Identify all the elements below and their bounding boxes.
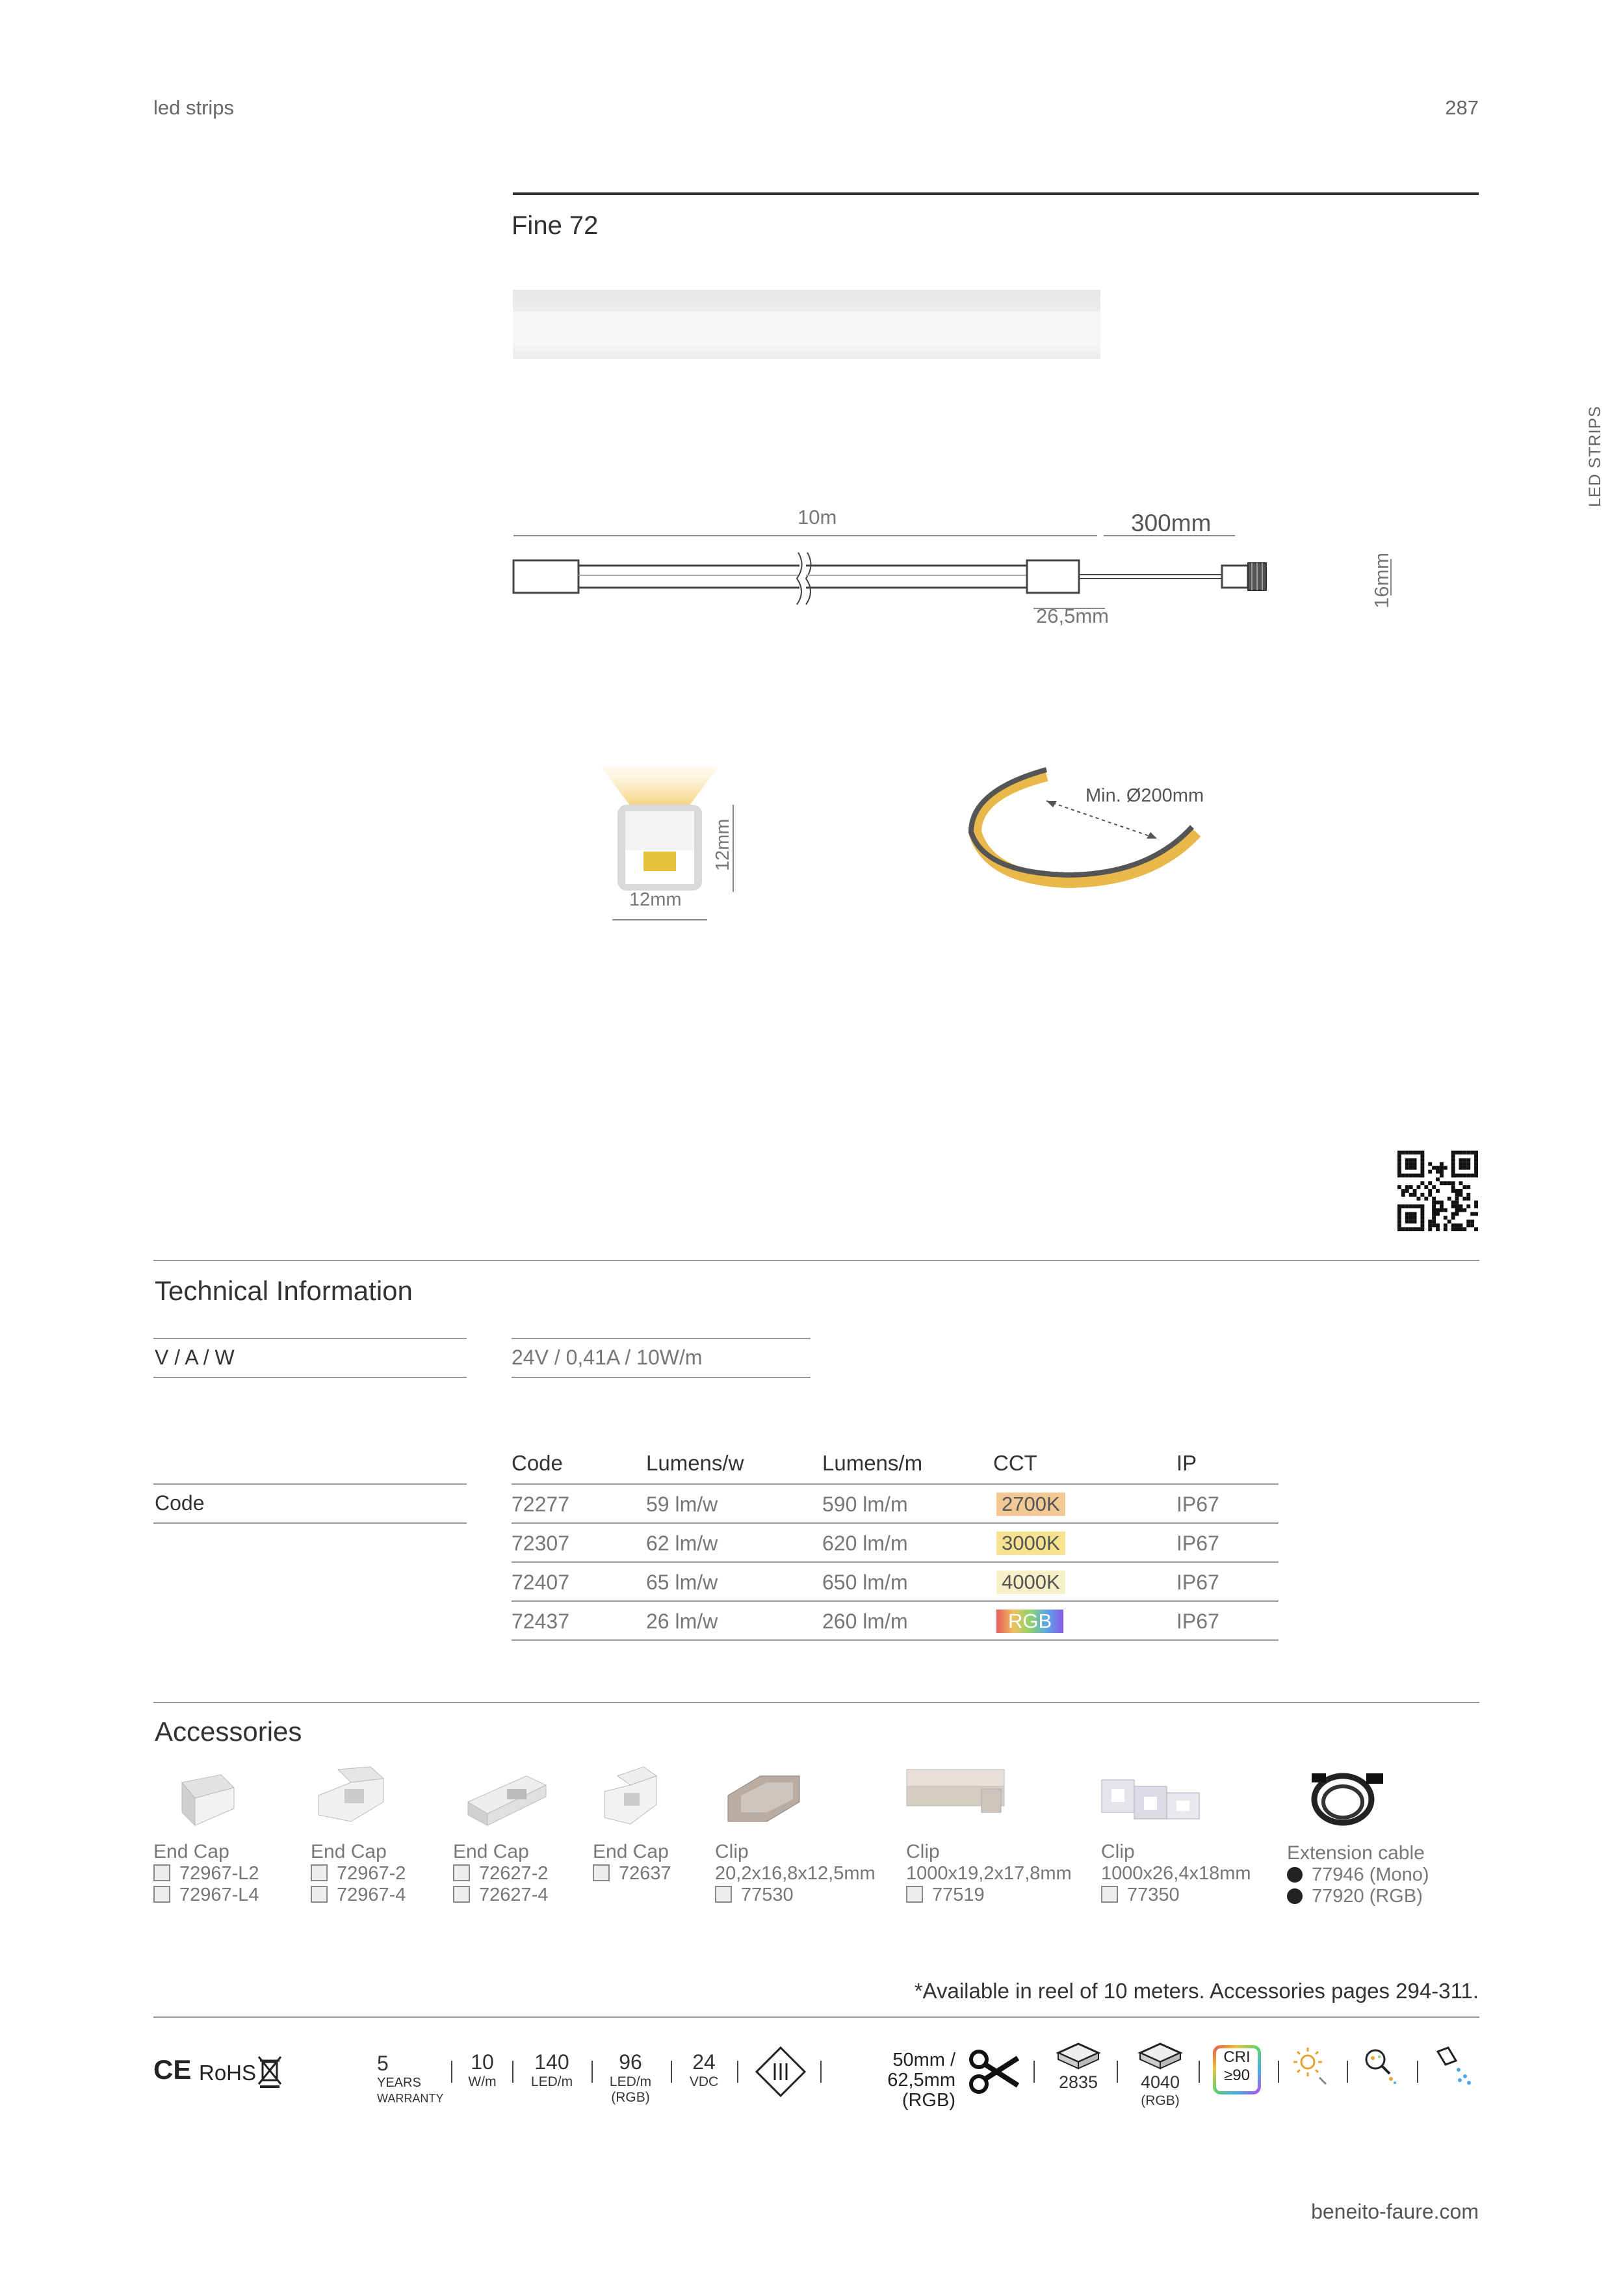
strip-photo <box>513 290 1100 359</box>
checkbox-icon[interactable] <box>453 1886 470 1903</box>
divider <box>1347 2061 1348 2083</box>
cct-badge-4000k: 4000K <box>996 1571 1065 1594</box>
accessory-item[interactable] <box>906 1841 1072 1906</box>
side-tab: LED STRIPS <box>1586 406 1604 507</box>
accessory-item[interactable] <box>1287 1842 1429 1907</box>
row-rule <box>512 1522 1279 1524</box>
col-ip: IP <box>1176 1451 1197 1475</box>
watts-per-meter-icon: 10 W/m <box>468 2050 497 2089</box>
accessory-code: 77946 (Mono) <box>1287 1864 1429 1886</box>
scissors-icon <box>968 2048 1020 2096</box>
accessory-code: 72627-4 <box>453 1885 548 1906</box>
checkbox-icon[interactable] <box>906 1886 923 1903</box>
accessory-name: End Cap <box>311 1841 387 1862</box>
cell-lmm: 650 lm/m <box>822 1571 908 1594</box>
dust-proof-icon <box>1360 2045 1399 2087</box>
clip-image <box>1095 1763 1212 1828</box>
checkbox-icon[interactable] <box>311 1864 328 1881</box>
cell-lmw: 26 lm/w <box>646 1610 718 1633</box>
checkbox-icon[interactable] <box>593 1864 610 1881</box>
bullet-icon <box>1287 1888 1303 1904</box>
product-title: Fine 72 <box>512 211 599 240</box>
row-rule <box>512 1639 1279 1641</box>
rgb-leds-per-meter-icon: 96 LED/m (RGB) <box>609 2050 652 2105</box>
accessory-name: End Cap <box>593 1841 669 1862</box>
accessory-code: 72967-L4 <box>153 1885 259 1906</box>
checkbox-icon[interactable] <box>453 1864 470 1881</box>
end-cap-image <box>455 1763 552 1828</box>
cell-ip: IP67 <box>1176 1571 1219 1594</box>
col-lumens-m: Lumens/m <box>822 1451 923 1475</box>
chip-4040-sub: (RGB) <box>1141 2093 1180 2108</box>
divider <box>451 2061 452 2083</box>
accessory-code: 72967-4 <box>311 1885 406 1906</box>
cell-lmw: 65 lm/w <box>646 1571 718 1594</box>
weee-bin-icon <box>256 2054 283 2088</box>
dim-profile-height: 12mm <box>712 818 733 871</box>
vaw-label: V / A / W <box>155 1346 235 1369</box>
divider <box>820 2061 822 2083</box>
sun-glare-icon <box>1291 2045 1330 2087</box>
cct-badge-3000k: 3000K <box>996 1532 1065 1555</box>
extension-cable-image <box>1306 1763 1391 1834</box>
divider <box>737 2061 738 2083</box>
table-body <box>512 1483 1279 1639</box>
vaw-value: 24V / 0,41A / 10W/m <box>512 1346 703 1369</box>
checkbox-icon[interactable] <box>311 1886 328 1903</box>
dim-end: 26,5mm <box>1036 605 1109 627</box>
code-label: Code <box>155 1491 205 1515</box>
accessory-spec: 1000x19,2x17,8mm <box>906 1863 1072 1884</box>
accessory-spec: 1000x26,4x18mm <box>1101 1863 1251 1884</box>
availability-note: *Available in reel of 10 meters. Accessories pages 294-311. <box>914 1979 1479 2003</box>
tech-rule <box>153 1260 1479 1261</box>
divider <box>671 2061 672 2083</box>
cct-badge-2700k: 2700K <box>996 1493 1065 1516</box>
clip-image <box>721 1763 812 1828</box>
length-diagram <box>507 501 1417 644</box>
accessories-title: Accessories <box>155 1716 302 1747</box>
qr-code[interactable] <box>1397 1151 1478 1231</box>
accessory-name: Clip <box>1101 1841 1135 1862</box>
accessory-code: 77530 <box>715 1885 876 1906</box>
cell-lmw: 59 lm/w <box>646 1493 718 1516</box>
rohs-label: RoHS <box>199 2061 257 2085</box>
clip-image <box>903 1763 1007 1828</box>
end-cap-image <box>169 1763 240 1828</box>
leds-per-meter-icon: 140 LED/m <box>530 2050 573 2089</box>
accessory-code: 77350 <box>1101 1885 1251 1906</box>
divider <box>1117 2061 1118 2083</box>
accessory-code: 72967-L2 <box>153 1863 259 1885</box>
cell-lmm: 590 lm/m <box>822 1493 908 1516</box>
cut-length: 50mm / 62,5mm (RGB) <box>887 2050 955 2111</box>
col-cct: CCT <box>993 1451 1037 1475</box>
row-rule <box>512 1561 1279 1563</box>
vaw-value-rule-top <box>512 1338 811 1339</box>
accessory-code: 72967-2 <box>311 1863 406 1885</box>
checkbox-icon[interactable] <box>153 1886 170 1903</box>
cell-code: 72277 <box>512 1493 569 1516</box>
cell-code: 72407 <box>512 1571 569 1594</box>
accessory-item[interactable] <box>593 1841 671 1885</box>
chip-2835-label: 2835 <box>1058 2072 1098 2092</box>
cell-ip: IP67 <box>1176 1610 1219 1633</box>
product-rule <box>513 192 1479 195</box>
accessory-name: Clip <box>715 1841 749 1862</box>
divider <box>1417 2061 1418 2083</box>
chip-2835-icon <box>1056 2041 1101 2071</box>
divider <box>512 2061 513 2083</box>
chip-4040-label: 4040 <box>1140 2072 1180 2092</box>
accessory-code: 72637 <box>593 1863 671 1885</box>
voltage-icon: 24 VDC <box>689 2050 719 2089</box>
accessory-item[interactable] <box>453 1841 548 1906</box>
chip-4040-icon <box>1137 2041 1183 2071</box>
tech-title: Technical Information <box>155 1275 413 1306</box>
cell-lmm: 260 lm/m <box>822 1610 908 1633</box>
accessory-name: Clip <box>906 1841 940 1862</box>
code-rule-top <box>153 1483 467 1485</box>
code-rule-bottom <box>153 1522 467 1524</box>
accessory-item[interactable] <box>1101 1841 1251 1906</box>
cell-ip: IP67 <box>1176 1532 1219 1555</box>
checkbox-icon[interactable] <box>153 1864 170 1881</box>
divider <box>1033 2061 1035 2083</box>
accessory-item[interactable] <box>311 1841 406 1906</box>
accessory-code: 77920 (RGB) <box>1287 1886 1429 1907</box>
vaw-rule-bottom <box>153 1377 467 1378</box>
warranty-icon: 5 YEARS WARRANTY <box>377 2052 444 2105</box>
cct-badge-rgb: RGB <box>996 1610 1063 1633</box>
dim-profile-width: 12mm <box>629 889 682 910</box>
accessory-item[interactable] <box>153 1841 259 1906</box>
end-cap-image <box>598 1763 663 1828</box>
divider <box>1199 2061 1200 2083</box>
accessory-code: 72627-2 <box>453 1863 548 1885</box>
section-name: led strips <box>153 96 235 119</box>
divider <box>591 2061 593 2083</box>
cell-code: 72437 <box>512 1610 569 1633</box>
page-number: 287 <box>1445 96 1479 119</box>
accessory-name: End Cap <box>153 1841 229 1862</box>
website-link[interactable]: beneito-faure.com <box>1311 2200 1479 2223</box>
cell-lmm: 620 lm/m <box>822 1532 908 1555</box>
cell-code: 72307 <box>512 1532 569 1555</box>
checkbox-icon[interactable] <box>1101 1886 1118 1903</box>
icons-rule <box>153 2016 1479 2018</box>
vaw-rule-top <box>153 1338 467 1339</box>
end-cap-image <box>312 1763 390 1828</box>
accessory-code: 77519 <box>906 1885 1072 1906</box>
divider <box>1278 2061 1279 2083</box>
ce-mark-icon: CE <box>153 2054 192 2085</box>
accessory-name: Extension cable <box>1287 1842 1425 1864</box>
bend-diagram <box>962 761 1235 917</box>
water-proof-icon <box>1434 2045 1473 2087</box>
bullet-icon <box>1287 1867 1303 1883</box>
col-lumens-w: Lumens/w <box>646 1451 744 1475</box>
dim-cable: 300mm <box>1131 510 1212 536</box>
accessories-rule <box>153 1702 1479 1703</box>
cell-lmw: 62 lm/w <box>646 1532 718 1555</box>
accessory-item[interactable] <box>715 1841 876 1906</box>
accessory-spec: 20,2x16,8x12,5mm <box>715 1863 876 1884</box>
vaw-value-rule-bottom <box>512 1377 811 1378</box>
accessory-name: End Cap <box>453 1841 529 1862</box>
class-iii-icon <box>754 2045 807 2098</box>
checkbox-icon[interactable] <box>715 1886 732 1903</box>
row-rule <box>512 1600 1279 1602</box>
cell-ip: IP67 <box>1176 1493 1219 1516</box>
col-code: Code <box>512 1451 563 1475</box>
dim-bend: Min. Ø200mm <box>1085 785 1204 806</box>
cri-icon: CRI ≥90 <box>1213 2045 1261 2094</box>
dim-length: 10m <box>798 506 837 528</box>
dim-connector: 16mm <box>1370 552 1393 608</box>
